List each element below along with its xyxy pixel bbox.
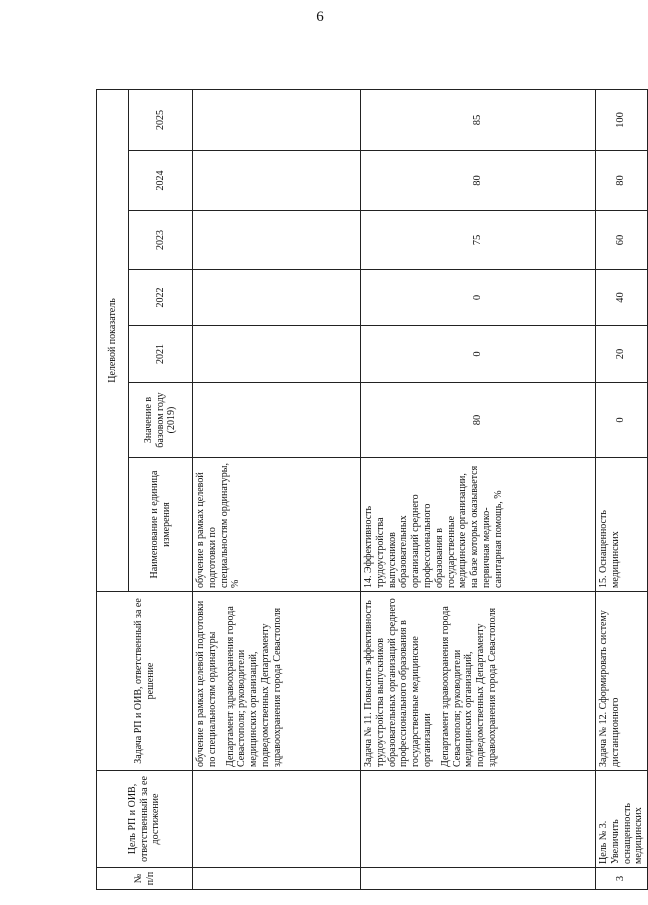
task-responsible: Департамент здравоохранения города Севастополя; руководители медицинских организаций, подведомственных Департаменту здравоохранения города Севастополя [439, 606, 498, 767]
header-year-2023: 2023 [129, 211, 193, 270]
value-2021: 20 [596, 326, 648, 383]
header-year-2021: 2021 [129, 326, 193, 383]
base-value: 0 [596, 383, 648, 458]
goal-cell: Цель № 3. Увеличить оснащенность медицинских [596, 771, 648, 868]
base-value: 80 [361, 383, 596, 458]
base-value [193, 383, 361, 458]
rotated-table-container [96, 90, 645, 890]
indicator-cell: 15. Оснащенность медицинских [596, 458, 648, 592]
row-number [193, 868, 361, 890]
task-cell [361, 592, 596, 771]
value-2024: 80 [596, 151, 648, 211]
task-responsible: Департамент здравоохранения города Севастополя; руководители медицинских организаций, подведомственных Департаменту здравоохранения города Севастополя [224, 606, 283, 767]
header-task: Задача РП и ОИВ, ответственный за ее решение [97, 592, 193, 771]
goal-cell [361, 771, 596, 868]
value-2022: 40 [596, 270, 648, 326]
header-row-1 [97, 89, 129, 889]
value-2025: 100 [596, 89, 648, 150]
header-year-2022: 2022 [129, 270, 193, 326]
table-row [193, 89, 361, 889]
value-2022: 0 [361, 270, 596, 326]
value-2023: 75 [361, 211, 596, 270]
header-base-year: Значение в базовом году (2019) [129, 383, 193, 458]
indicator-cell: 14. Эффективность трудоустройства выпускников образовательных организаций среднего профессионального образования в государственные медицинские организации, на базе которых оказывается первичная медико-санитарная помощь, % [361, 458, 596, 592]
value-2021: 0 [361, 326, 596, 383]
target-indicators-table [96, 89, 648, 890]
value-2023: 60 [596, 211, 648, 270]
page-number: 6 [316, 9, 324, 25]
header-target-indicator: Целевой показатель [97, 89, 129, 591]
value-2024 [193, 151, 361, 211]
task-text: Задача № 11. Повысить эффективность трудоустройства выпускников образовательных организаций среднего профессионального образования в государственные медицинские организации [363, 598, 433, 767]
value-2022 [193, 270, 361, 326]
value-2025 [193, 89, 361, 150]
indicator-cell: обучение в рамках целевой подготовки по специальностям ординатуры, % [193, 458, 361, 592]
header-year-2025: 2025 [129, 89, 193, 150]
header-num: № п/п [97, 868, 193, 890]
task-text: Задача № 12. Сформировать систему дистанционного [598, 610, 621, 767]
task-cell [193, 592, 361, 771]
task-text: обучение в рамках целевой подготовки по специальностям ординатуры [195, 600, 218, 767]
table-row [361, 89, 596, 889]
table-row [596, 89, 648, 889]
value-2025: 85 [361, 89, 596, 150]
header-year-2024: 2024 [129, 151, 193, 211]
value-2021 [193, 326, 361, 383]
value-2024: 80 [361, 151, 596, 211]
goal-cell [193, 771, 361, 868]
value-2023 [193, 211, 361, 270]
row-number [361, 868, 596, 890]
header-indicator-name: Наименование и единица измерения [129, 458, 193, 592]
row-number: 3 [596, 868, 648, 890]
task-cell [596, 592, 648, 771]
header-goal: Цель РП и ОИВ, ответственный за ее достижение [97, 771, 193, 868]
